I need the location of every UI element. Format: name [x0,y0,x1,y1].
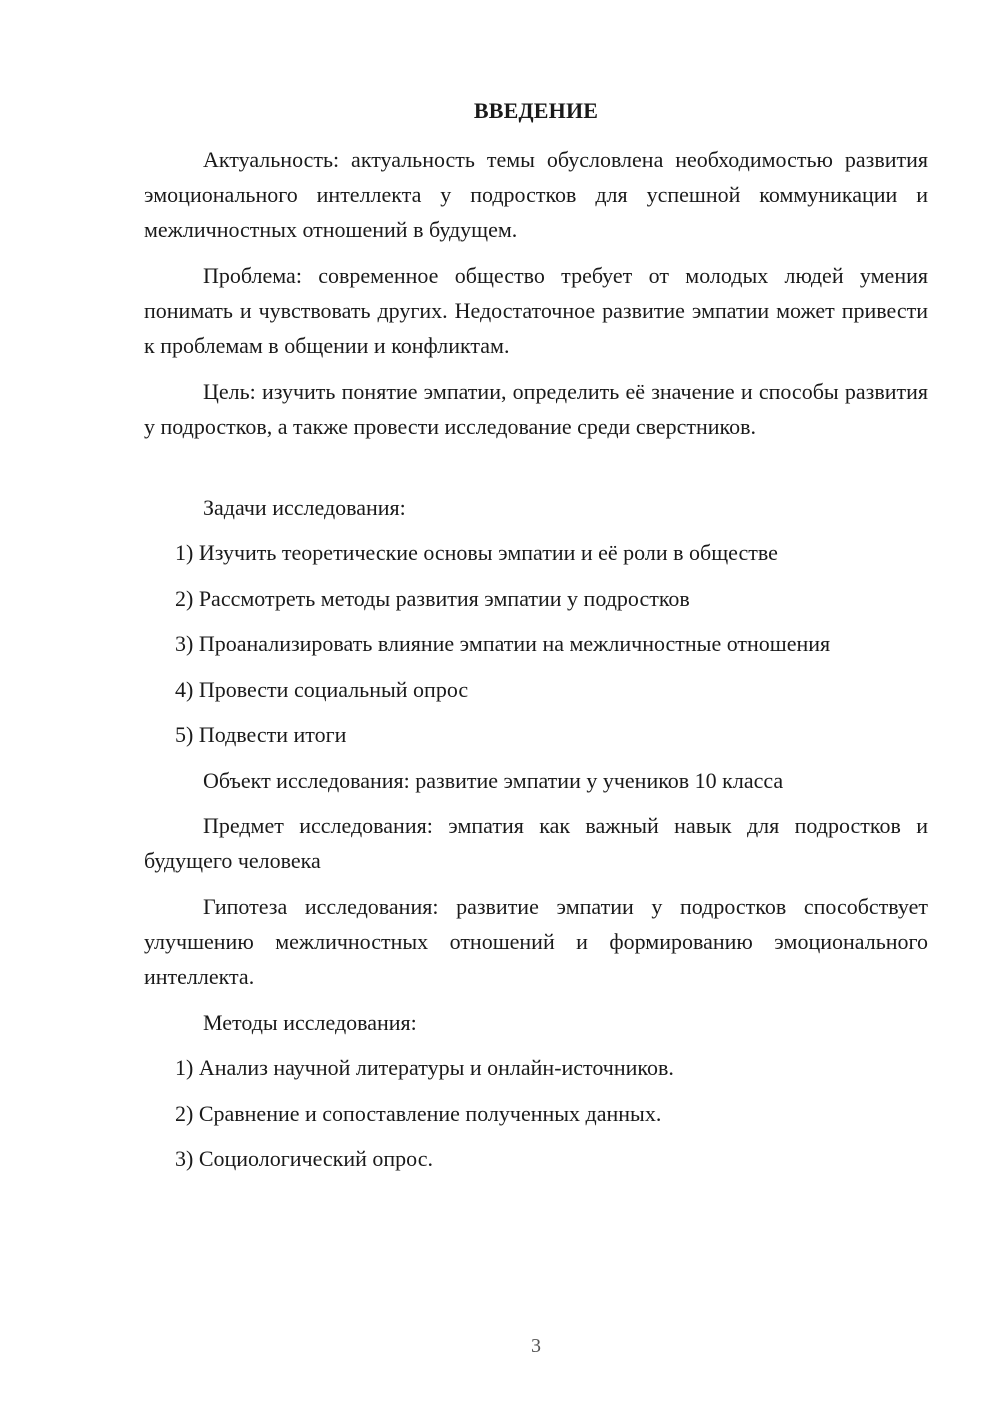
paragraph-problem: Проблема: современное общество требует от молодых людей умения понимать и чувствовать других. Недостаточное развитие эмпатии может привести к проблемам в общении и конфликтам. [144,263,928,358]
list-item-task-3: 3) Проанализировать влияние эмпатии на межличностные отношения [175,631,831,656]
list-item-task-5: 5) Подвести итоги [175,722,347,747]
tasks-heading: Задачи исследования: [203,495,406,520]
page-number: 3 [531,1335,541,1357]
paragraph-relevance: Актуальность: актуальность темы обусловлена необходимостью развития эмоционального интеллекта у подростков для успешной коммуникации и межличностных отношений в будущем. [144,147,928,242]
list-item-task-4: 4) Провести социальный опрос [175,677,469,702]
list-item-method-3: 3) Социологический опрос. [175,1146,433,1171]
research-object: Объект исследования: развитие эмпатии у учеников 10 класса [203,768,784,793]
paragraph-subject: Предмет исследования: эмпатия как важный навык для подростков и будущего человека [144,813,928,873]
list-item-task-2: 2) Рассмотреть методы развития эмпатии у подростков [175,586,690,611]
paragraph-goal: Цель: изучить понятие эмпатии, определить её значение и способы развития у подростков, а также провести исследование среди сверстников. [144,379,928,439]
paragraph-hypothesis: Гипотеза исследования: развитие эмпатии у подростков способствует улучшению межличностных отношений и формированию эмоционального интеллекта. [144,894,928,989]
list-item-method-1: 1) Анализ научной литературы и онлайн-источников. [175,1055,674,1080]
page-title: ВВЕДЕНИЕ [473,98,599,123]
list-item-method-2: 2) Сравнение и сопоставление полученных данных. [175,1101,662,1126]
list-item-task-1: 1) Изучить теоретические основы эмпатии и её роли в обществе [175,540,778,565]
methods-heading: Методы исследования: [203,1010,417,1035]
